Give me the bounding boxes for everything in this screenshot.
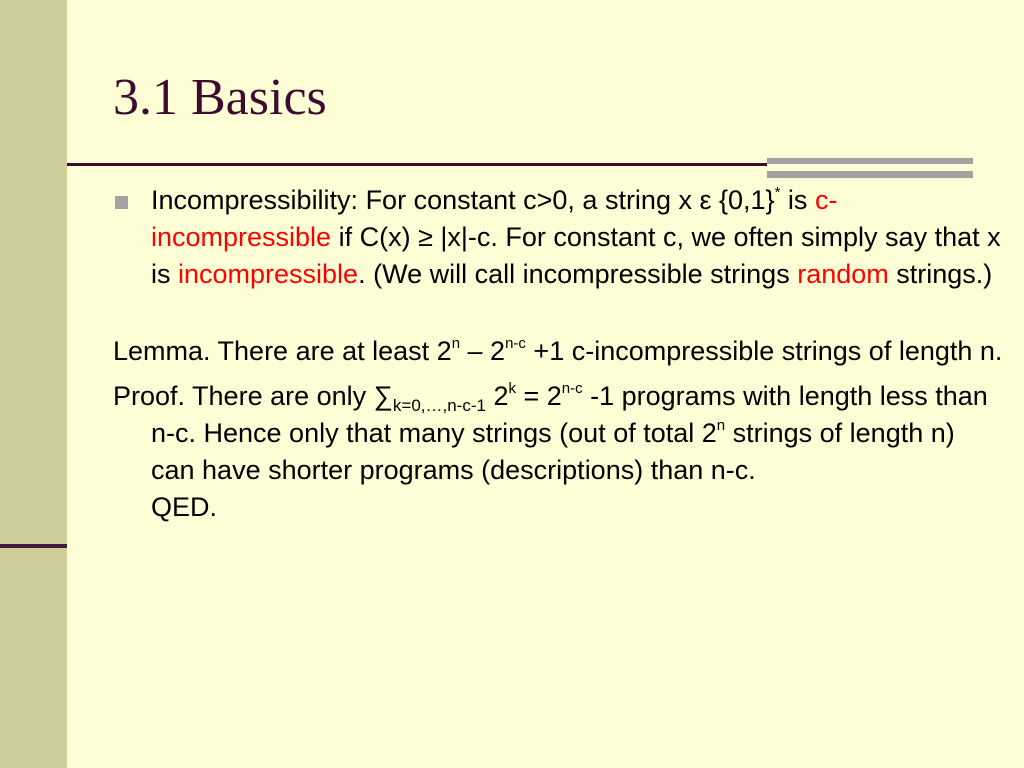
lemma-text: Lemma. There are at least 2 [113,336,452,366]
subscript-sum-range: k=0,…,n-c-1 [392,396,486,415]
proof-paragraph [113,378,1003,526]
qed-text: QED. [151,492,218,522]
decorative-bar-top [767,158,973,164]
slide-title: 3.1 Basics [113,69,327,126]
bullet-text: strings.) [888,259,993,289]
spacer [113,370,1003,378]
superscript-n-c: n-c [505,335,526,352]
square-bullet-icon [115,196,128,209]
lemma-text: – 2 [460,336,506,366]
superscript-n: n [451,335,461,352]
side-band [0,0,67,768]
slide-body [113,182,1003,526]
term-c-incompressible: c-incompressible [151,185,838,252]
superscript-star: * [774,184,781,201]
proof-text: = 2 [515,381,562,411]
spacer [113,293,1003,333]
superscript-n-c: n-c [561,380,583,397]
proof-text: -1 programs with length less than n-c. Hence only that many strings (out of total 2 [151,381,988,448]
side-band-marker [0,544,67,548]
bullet-text: is [780,185,815,215]
lemma-text: +1 c-incompressible strings of length n. [525,336,1003,366]
proof-text: Proof. There are only ∑ [113,381,393,411]
bullet-text: if C(x) ≥ |x|-c. For constant c, we often simply say that x is [151,222,1001,289]
superscript-k: k [508,380,516,397]
title-divider [67,163,767,166]
proof-text: strings of length n) can have shorter programs (descriptions) than n-c. [151,418,955,485]
bullet-text: Incompressibility: For constant c>0, a string x ε {0,1} [151,185,775,215]
decorative-bar-bottom [767,171,973,178]
term-random: random [797,259,889,289]
proof-text: 2 [485,381,509,411]
lemma-paragraph [113,333,1003,370]
bullet-text: . (We will call incompressible strings [358,259,798,289]
superscript-n: n [716,417,726,434]
bullet-incompressibility [113,182,1003,293]
term-incompressible: incompressible [178,259,359,289]
